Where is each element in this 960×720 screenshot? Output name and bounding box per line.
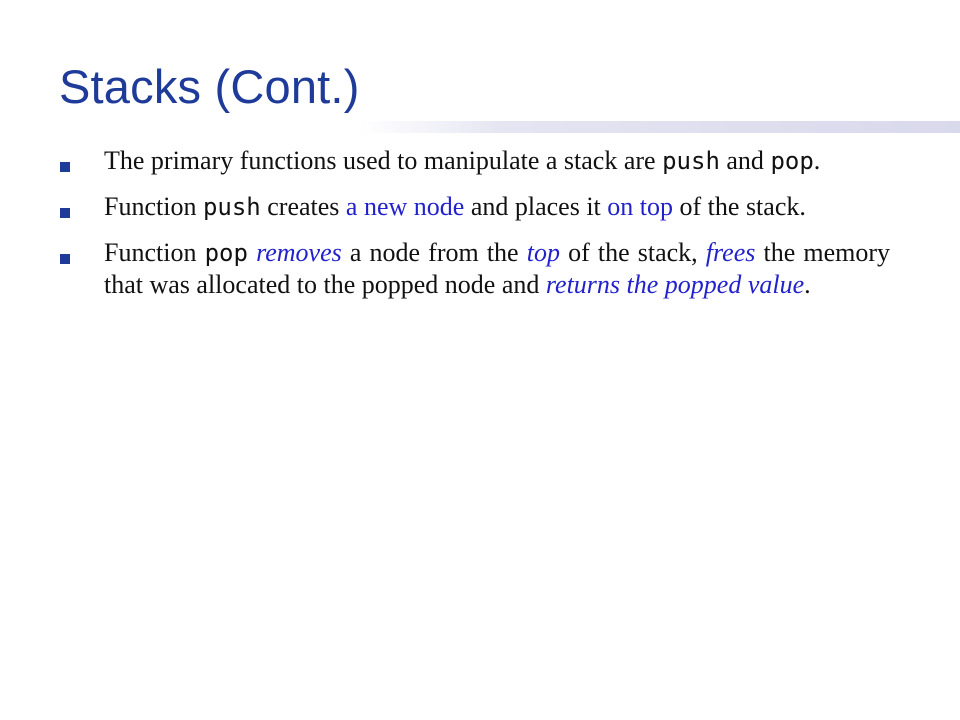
bullet-text: creates	[260, 192, 346, 221]
code-pop: pop	[204, 239, 248, 267]
highlight-frees: frees	[705, 238, 756, 267]
highlight-returns-popped-value: returns the popped value	[545, 270, 805, 299]
bullet-text: and places it	[464, 192, 608, 221]
highlight-top: top	[526, 238, 560, 267]
bullet-text: the memory that was allocated to the popped node and	[104, 238, 891, 299]
bullet-item-pop	[60, 237, 890, 300]
square-bullet-icon	[60, 208, 70, 218]
highlight-removes: removes	[256, 238, 342, 267]
square-bullet-icon	[60, 162, 70, 172]
bullet-item-primary-functions	[60, 145, 890, 177]
bullet-text	[248, 238, 256, 267]
bullet-text: a node from the	[341, 238, 527, 267]
bullet-text: .	[804, 270, 811, 299]
bullet-text: Function	[104, 238, 205, 267]
bullet-text: of the stack,	[559, 238, 706, 267]
code-push: push	[662, 147, 720, 175]
highlight-on-top: on top	[607, 192, 674, 221]
bullet-text: Function	[104, 192, 203, 221]
bullet-text: of the stack.	[673, 192, 806, 221]
bullet-text: .	[813, 146, 821, 175]
highlight-new-node: a new node	[345, 192, 465, 221]
square-bullet-icon	[60, 254, 70, 264]
bullet-text: and	[719, 146, 771, 175]
bullet-text: The primary functions used to manipulate a stack are	[104, 146, 663, 175]
code-pop: pop	[770, 147, 814, 175]
bullet-list	[60, 145, 890, 314]
bullet-item-push	[60, 191, 890, 223]
slide-title: Stacks (Cont.)	[59, 60, 360, 113]
title-divider	[360, 121, 960, 133]
code-push: push	[202, 193, 261, 221]
